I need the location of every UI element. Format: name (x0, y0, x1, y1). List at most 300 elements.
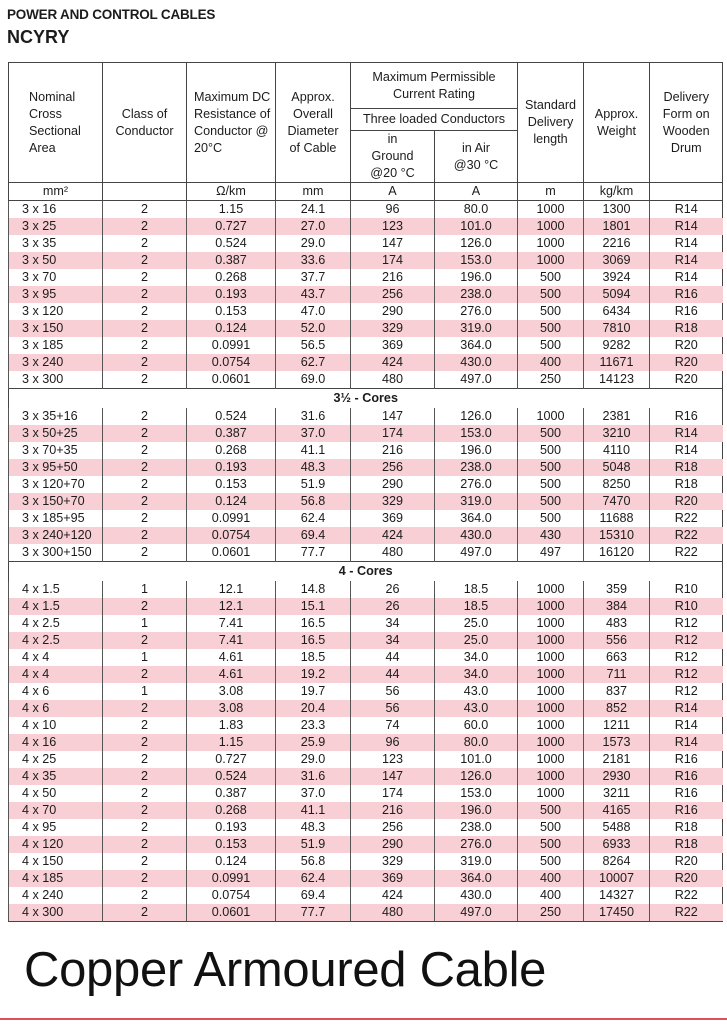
table-cell: 2 (103, 354, 187, 371)
table-cell: R22 (650, 887, 723, 904)
table-cell: 290 (351, 303, 435, 320)
table-row (9, 371, 723, 389)
table-cell: 1801 (584, 218, 650, 235)
table-cell: 0.0601 (187, 904, 276, 922)
table-cell: 3 x 240 (9, 354, 103, 371)
table-cell: 31.6 (276, 408, 351, 425)
table-cell: 0.0991 (187, 870, 276, 887)
table-row (9, 887, 723, 904)
table-cell: 2 (103, 201, 187, 219)
table-cell: 15.1 (276, 598, 351, 615)
table-row (9, 768, 723, 785)
table-cell: 329 (351, 320, 435, 337)
table-cell: 2930 (584, 768, 650, 785)
table-cell: 52.0 (276, 320, 351, 337)
table-cell: 2216 (584, 235, 650, 252)
table-cell: 480 (351, 544, 435, 562)
table-cell: 1 (103, 615, 187, 632)
table-cell: 1000 (518, 683, 584, 700)
table-cell: 500 (518, 425, 584, 442)
table-cell: 1.15 (187, 734, 276, 751)
table-cell: 711 (584, 666, 650, 683)
table-cell: 238.0 (435, 286, 518, 303)
table-cell: 1000 (518, 666, 584, 683)
unit-cell (103, 183, 187, 201)
table-cell: 69.4 (276, 527, 351, 544)
table-cell: 0.193 (187, 459, 276, 476)
table-cell: 1000 (518, 235, 584, 252)
table-cell: 216 (351, 269, 435, 286)
table-cell: 126.0 (435, 235, 518, 252)
table-cell: 329 (351, 493, 435, 510)
table-cell: 3211 (584, 785, 650, 802)
table-cell: 276.0 (435, 476, 518, 493)
table-row (9, 218, 723, 235)
table-cell: 2 (103, 303, 187, 320)
accent-line (0, 1018, 727, 1020)
table-cell: 319.0 (435, 853, 518, 870)
unit-cell: m (518, 183, 584, 201)
table-cell: 500 (518, 510, 584, 527)
table-cell: 500 (518, 320, 584, 337)
table-row (9, 819, 723, 836)
table-cell: 2 (103, 442, 187, 459)
table-cell: 29.0 (276, 235, 351, 252)
table-cell: 556 (584, 632, 650, 649)
table-cell: 663 (584, 649, 650, 666)
table-cell: 17450 (584, 904, 650, 922)
table-cell: 147 (351, 408, 435, 425)
table-cell: 9282 (584, 337, 650, 354)
table-cell: 497 (518, 544, 584, 562)
table-cell: 7.41 (187, 632, 276, 649)
table-cell: 123 (351, 218, 435, 235)
col-in-ground: in Ground @20 °C (351, 131, 435, 183)
table-cell: 430.0 (435, 527, 518, 544)
table-cell: 77.7 (276, 904, 351, 922)
table-cell: 1573 (584, 734, 650, 751)
table-cell: 2 (103, 870, 187, 887)
table-cell: R16 (650, 286, 723, 303)
table-cell: 4 x 10 (9, 717, 103, 734)
table-cell: 34.0 (435, 666, 518, 683)
table-row (9, 235, 723, 252)
table-cell: 4 x 4 (9, 666, 103, 683)
table-row (9, 717, 723, 734)
unit-cell: A (351, 183, 435, 201)
table-cell: 2 (103, 819, 187, 836)
table-cell: 3069 (584, 252, 650, 269)
table-cell: 147 (351, 768, 435, 785)
table-cell: 500 (518, 836, 584, 853)
table-cell: 43.7 (276, 286, 351, 303)
table-body (9, 63, 723, 922)
table-cell: 364.0 (435, 337, 518, 354)
table-cell: 3 x 240+120 (9, 527, 103, 544)
table-cell: 0.0754 (187, 887, 276, 904)
table-cell: 62.4 (276, 510, 351, 527)
col-in-air: in Air @30 °C (435, 131, 518, 183)
table-cell: 6933 (584, 836, 650, 853)
table-cell: R18 (650, 320, 723, 337)
table-cell: 2381 (584, 408, 650, 425)
table-cell: 2 (103, 700, 187, 717)
table-cell: 500 (518, 853, 584, 870)
col-conductor-class: Class of Conductor (103, 63, 187, 183)
table-row (9, 853, 723, 870)
col-delivery-length: Standard Delivery length (518, 63, 584, 183)
table-row (9, 286, 723, 303)
table-cell: 480 (351, 371, 435, 389)
table-cell: 4 x 2.5 (9, 615, 103, 632)
table-cell: 34.0 (435, 649, 518, 666)
table-cell: 11671 (584, 354, 650, 371)
table-cell: 1000 (518, 717, 584, 734)
table-cell: 44 (351, 666, 435, 683)
table-cell: 23.3 (276, 717, 351, 734)
table-cell: 56.5 (276, 337, 351, 354)
table-cell: 256 (351, 459, 435, 476)
table-cell: 424 (351, 527, 435, 544)
table-cell: 256 (351, 819, 435, 836)
table-cell: 2 (103, 459, 187, 476)
table-cell: 0.268 (187, 802, 276, 819)
table-cell: 837 (584, 683, 650, 700)
table-cell: 1000 (518, 598, 584, 615)
table-cell: 12.1 (187, 581, 276, 598)
table-cell: 216 (351, 442, 435, 459)
table-cell: 2 (103, 510, 187, 527)
table-cell: 0.153 (187, 836, 276, 853)
table-cell: 329 (351, 853, 435, 870)
table-cell: 16.5 (276, 632, 351, 649)
section-label: 3½ - Cores (9, 389, 723, 409)
table-cell: 0.727 (187, 751, 276, 768)
table-row (9, 354, 723, 371)
table-cell: 0.727 (187, 218, 276, 235)
table-cell: 101.0 (435, 751, 518, 768)
table-cell: 500 (518, 493, 584, 510)
table-cell: 25.9 (276, 734, 351, 751)
table-cell: 0.524 (187, 768, 276, 785)
table-row (9, 904, 723, 922)
section-row (9, 562, 723, 582)
table-cell: 51.9 (276, 476, 351, 493)
table-row (9, 598, 723, 615)
table-cell: 69.4 (276, 887, 351, 904)
col-three-loaded: Three loaded Conductors (351, 109, 518, 131)
table-cell: 1300 (584, 201, 650, 219)
table-cell: 47.0 (276, 303, 351, 320)
table-cell: 18.5 (276, 649, 351, 666)
table-cell: 2 (103, 493, 187, 510)
table-cell: 1000 (518, 785, 584, 802)
table-cell: R16 (650, 408, 723, 425)
table-cell: 4 x 150 (9, 853, 103, 870)
table-cell: 2 (103, 544, 187, 562)
table-row (9, 751, 723, 768)
table-cell: 196.0 (435, 802, 518, 819)
table-cell: 18.5 (435, 598, 518, 615)
table-cell: 96 (351, 201, 435, 219)
table-cell: 33.6 (276, 252, 351, 269)
table-cell: 2 (103, 632, 187, 649)
table-cell: 852 (584, 700, 650, 717)
table-cell: 5048 (584, 459, 650, 476)
table-cell: 31.6 (276, 768, 351, 785)
table-cell: 480 (351, 904, 435, 922)
table-row (9, 510, 723, 527)
table-cell: 4 x 300 (9, 904, 103, 922)
table-cell: 15310 (584, 527, 650, 544)
table-row (9, 870, 723, 887)
table-row (9, 683, 723, 700)
table-cell: 3 x 35 (9, 235, 103, 252)
table-cell: 24.1 (276, 201, 351, 219)
table-cell: 4 x 1.5 (9, 598, 103, 615)
table-cell: 483 (584, 615, 650, 632)
table-row (9, 476, 723, 493)
table-cell: 2 (103, 218, 187, 235)
col-nominal-area: Nominal Cross Sectional Area (9, 63, 103, 183)
table-cell: 174 (351, 252, 435, 269)
table-cell: 3 x 70 (9, 269, 103, 286)
table-cell: 3 x 150+70 (9, 493, 103, 510)
table-cell: 0.153 (187, 303, 276, 320)
unit-cell: kg/km (584, 183, 650, 201)
table-cell: 10007 (584, 870, 650, 887)
col-overall-diameter: Approx. Overall Diameter of Cable (276, 63, 351, 183)
table-cell: 256 (351, 286, 435, 303)
table-cell: 1000 (518, 581, 584, 598)
table-cell: 126.0 (435, 768, 518, 785)
table-cell: 2 (103, 768, 187, 785)
units-row (9, 183, 723, 201)
table-cell: 174 (351, 425, 435, 442)
table-cell: 4110 (584, 442, 650, 459)
table-row (9, 785, 723, 802)
table-cell: 2 (103, 734, 187, 751)
table-cell: 2 (103, 252, 187, 269)
table-cell: R16 (650, 768, 723, 785)
table-cell: 1000 (518, 615, 584, 632)
table-cell: 4.61 (187, 666, 276, 683)
table-cell: 0.387 (187, 785, 276, 802)
table-cell: 3 x 25 (9, 218, 103, 235)
table-cell: 1000 (518, 408, 584, 425)
cable-spec-table (8, 62, 723, 922)
table-cell: 3 x 300 (9, 371, 103, 389)
table-row (9, 252, 723, 269)
table-cell: 37.7 (276, 269, 351, 286)
table-row (9, 802, 723, 819)
table-row (9, 425, 723, 442)
table-cell: 51.9 (276, 836, 351, 853)
table-cell: 1000 (518, 201, 584, 219)
table-cell: 153.0 (435, 785, 518, 802)
table-cell: 3 x 120+70 (9, 476, 103, 493)
table-cell: R22 (650, 510, 723, 527)
table-cell: 1 (103, 683, 187, 700)
table-cell: 8264 (584, 853, 650, 870)
table-cell: R10 (650, 581, 723, 598)
table-cell: R14 (650, 700, 723, 717)
table-cell: 101.0 (435, 218, 518, 235)
table-cell: 2 (103, 904, 187, 922)
table-cell: 3 x 150 (9, 320, 103, 337)
table-row (9, 649, 723, 666)
table-row (9, 527, 723, 544)
table-cell: 3 x 70+35 (9, 442, 103, 459)
table-cell: 96 (351, 734, 435, 751)
table-cell: 196.0 (435, 269, 518, 286)
table-cell: 43.0 (435, 700, 518, 717)
table-cell: 497.0 (435, 544, 518, 562)
table-cell: R12 (650, 649, 723, 666)
table-cell: 4 x 25 (9, 751, 103, 768)
table-cell: 430.0 (435, 354, 518, 371)
section-row (9, 389, 723, 409)
table-cell: 2 (103, 802, 187, 819)
table-cell: 500 (518, 819, 584, 836)
table-cell: 6434 (584, 303, 650, 320)
table-cell: 153.0 (435, 252, 518, 269)
table-cell: 3 x 185+95 (9, 510, 103, 527)
unit-cell: mm² (9, 183, 103, 201)
table-cell: 16120 (584, 544, 650, 562)
table-cell: 4 x 6 (9, 683, 103, 700)
header-row (9, 63, 723, 109)
table-cell: 4 x 240 (9, 887, 103, 904)
table-cell: R16 (650, 785, 723, 802)
table-cell: R14 (650, 218, 723, 235)
table-cell: R12 (650, 683, 723, 700)
table-cell: 0.387 (187, 425, 276, 442)
table-cell: 369 (351, 337, 435, 354)
table-cell: 0.524 (187, 408, 276, 425)
table-cell: 4165 (584, 802, 650, 819)
table-cell: 3 x 50+25 (9, 425, 103, 442)
table-cell: 4 x 95 (9, 819, 103, 836)
table-cell: 2 (103, 476, 187, 493)
table-cell: 147 (351, 235, 435, 252)
table-cell: 123 (351, 751, 435, 768)
table-cell: 18.5 (435, 581, 518, 598)
table-cell: 4 x 1.5 (9, 581, 103, 598)
table-cell: 1000 (518, 768, 584, 785)
table-row (9, 632, 723, 649)
table-cell: 430 (518, 527, 584, 544)
table-cell: 364.0 (435, 510, 518, 527)
table-cell: 3 x 50 (9, 252, 103, 269)
table-cell: 20.4 (276, 700, 351, 717)
table-cell: 19.2 (276, 666, 351, 683)
table-cell: 56 (351, 700, 435, 717)
table-cell: 1 (103, 649, 187, 666)
table-cell: 2 (103, 836, 187, 853)
table-cell: R18 (650, 476, 723, 493)
table-cell: 3 x 95+50 (9, 459, 103, 476)
table-cell: 2 (103, 751, 187, 768)
table-cell: 56.8 (276, 493, 351, 510)
table-cell: R14 (650, 442, 723, 459)
table-cell: 500 (518, 303, 584, 320)
table-cell: 3924 (584, 269, 650, 286)
table-cell: 3.08 (187, 700, 276, 717)
table-cell: 4 x 2.5 (9, 632, 103, 649)
table-cell: 44 (351, 649, 435, 666)
table-cell: 16.5 (276, 615, 351, 632)
table-cell: 369 (351, 510, 435, 527)
table-cell: 424 (351, 887, 435, 904)
table-cell: 14123 (584, 371, 650, 389)
table-cell: R20 (650, 870, 723, 887)
table-row (9, 201, 723, 219)
table-cell: 500 (518, 269, 584, 286)
table-cell: 1000 (518, 751, 584, 768)
table-cell: 26 (351, 581, 435, 598)
table-cell: 3.08 (187, 683, 276, 700)
table-cell: 0.0601 (187, 544, 276, 562)
table-cell: 48.3 (276, 819, 351, 836)
table-cell: 276.0 (435, 836, 518, 853)
table-cell: 2 (103, 785, 187, 802)
table-cell: 0.153 (187, 476, 276, 493)
table-cell: 400 (518, 887, 584, 904)
table-cell: 497.0 (435, 371, 518, 389)
table-cell: R18 (650, 459, 723, 476)
section-heading: POWER AND CONTROL CABLES (7, 7, 216, 22)
table-cell: R14 (650, 717, 723, 734)
col-weight: Approx. Weight (584, 63, 650, 183)
table-cell: 7470 (584, 493, 650, 510)
table-cell: 27.0 (276, 218, 351, 235)
table-cell: 56 (351, 683, 435, 700)
table-cell: R14 (650, 734, 723, 751)
table-cell: 14327 (584, 887, 650, 904)
table-row (9, 459, 723, 476)
table-cell: 1211 (584, 717, 650, 734)
table-cell: 0.193 (187, 819, 276, 836)
table-cell: 77.7 (276, 544, 351, 562)
unit-cell: Ω/km (187, 183, 276, 201)
table-cell: 0.0754 (187, 354, 276, 371)
table-cell: R14 (650, 201, 723, 219)
table-cell: 3 x 16 (9, 201, 103, 219)
table-cell: 80.0 (435, 201, 518, 219)
table-cell: 2 (103, 425, 187, 442)
table-cell: 238.0 (435, 459, 518, 476)
col-current-rating: Maximum Permissible Current Rating (351, 63, 518, 109)
table-cell: R20 (650, 337, 723, 354)
table-row (9, 442, 723, 459)
table-cell: 5488 (584, 819, 650, 836)
table-cell: 62.7 (276, 354, 351, 371)
table-cell: 69.0 (276, 371, 351, 389)
table-cell: 34 (351, 615, 435, 632)
table-row (9, 303, 723, 320)
table-row (9, 666, 723, 683)
table-cell: 500 (518, 802, 584, 819)
table-cell: R12 (650, 632, 723, 649)
table-cell: R14 (650, 269, 723, 286)
table-cell: 7810 (584, 320, 650, 337)
table-row (9, 408, 723, 425)
table-cell: R22 (650, 544, 723, 562)
table-cell: 2 (103, 666, 187, 683)
table-cell: 3 x 120 (9, 303, 103, 320)
table-cell: 4 x 185 (9, 870, 103, 887)
